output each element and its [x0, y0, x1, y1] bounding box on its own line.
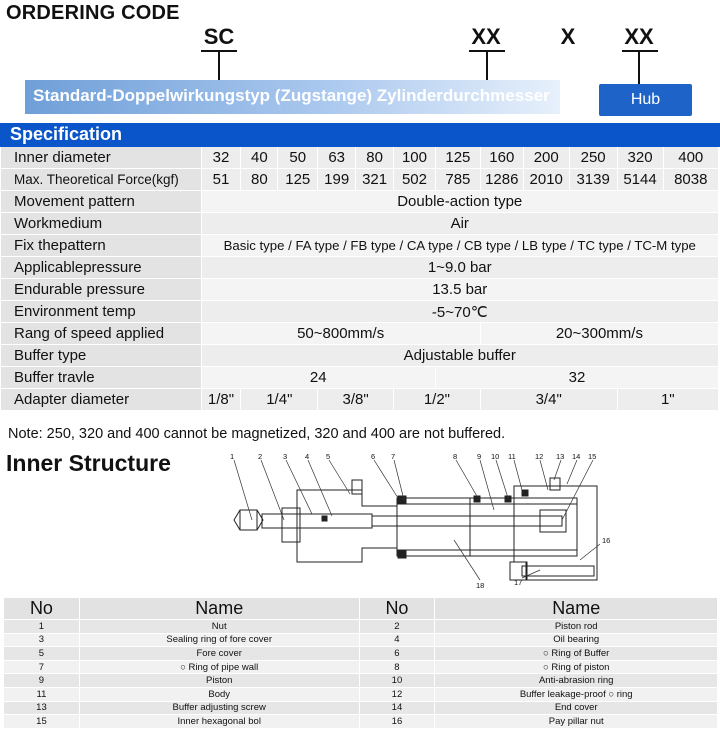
label-adapter-diameter: Adapter diameter — [1, 389, 202, 411]
adapter-cell: 1/2" — [394, 389, 481, 411]
row-fix-pattern — [1, 235, 719, 257]
table-row — [4, 647, 718, 661]
adapter-cell: 1/8" — [201, 389, 241, 411]
force-cell: 321 — [356, 169, 394, 191]
callout-label: 17 — [514, 578, 523, 587]
value-speed-2: 20~300mm/s — [480, 323, 718, 345]
row-buffer-travel — [1, 367, 719, 389]
parts-header-row — [4, 598, 718, 620]
adapter-cell: 1" — [617, 389, 718, 411]
label-fix-pattern: Fix thepattern — [1, 235, 202, 257]
part-name: End cover — [435, 701, 718, 715]
force-cell: 80 — [241, 169, 278, 191]
callout-label: 10 — [491, 452, 500, 461]
row-applicable-pressure — [1, 257, 719, 279]
diameter-cell: 32 — [201, 147, 241, 169]
part-no: 14 — [359, 701, 435, 715]
force-cell: 51 — [201, 169, 241, 191]
value-environment-temp: -5~70℃ — [201, 301, 718, 323]
part-name: Nut — [79, 620, 359, 634]
force-cell: 2010 — [523, 169, 569, 191]
table-row — [4, 687, 718, 701]
part-name: Body — [79, 687, 359, 701]
row-force — [1, 169, 719, 191]
value-applicable-pressure: 1~9.0 bar — [201, 257, 718, 279]
diameter-cell: 100 — [394, 147, 436, 169]
callout-label: 6 — [371, 452, 376, 461]
part-no: 13 — [4, 701, 80, 715]
part-name: ○ Ring of pipe wall — [79, 660, 359, 674]
parts-table — [3, 597, 718, 729]
bore-description: Standard-Doppelwirkungstyp (Zugstange) Zylinderdurchmesser — [33, 86, 550, 105]
adapter-cell: 3/4" — [480, 389, 617, 411]
part-no: 8 — [359, 660, 435, 674]
value-buffer-type: Adjustable buffer — [201, 345, 718, 367]
label-inner-diameter: Inner diameter — [1, 147, 202, 169]
specification-title: Specification — [10, 124, 123, 144]
part-no: 3 — [4, 633, 80, 647]
row-buffer-type — [1, 345, 719, 367]
value-speed-1: 50~800mm/s — [201, 323, 480, 345]
diameter-cell: 80 — [356, 147, 394, 169]
header-no: No — [359, 598, 435, 620]
callout-label: 14 — [572, 452, 581, 461]
force-cell: 1286 — [480, 169, 523, 191]
header-name: Name — [435, 598, 718, 620]
table-row — [4, 701, 718, 715]
diameter-cell: 320 — [617, 147, 663, 169]
diameter-cell: 250 — [569, 147, 617, 169]
label-workmedium: Workmedium — [1, 213, 202, 235]
part-name: Pay pillar nut — [435, 715, 718, 729]
part-name: Buffer leakage-proof ○ ring — [435, 687, 718, 701]
part-no: 6 — [359, 647, 435, 661]
label-endurable-pressure: Endurable pressure — [1, 279, 202, 301]
part-name: ○ Ring of Buffer — [435, 647, 718, 661]
callout-label: 2 — [258, 452, 263, 461]
callout-label: 12 — [535, 452, 544, 461]
label-movement: Movement pattern — [1, 191, 202, 213]
value-endurable-pressure: 13.5 bar — [201, 279, 718, 301]
value-workmedium: Air — [201, 213, 718, 235]
inner-structure-title: Inner Structure — [6, 450, 171, 476]
label-environment-temp: Environment temp — [1, 301, 202, 323]
bore-description-band — [25, 80, 560, 114]
label-buffer-travel: Buffer travle — [1, 367, 202, 389]
adapter-cell: 1/4" — [241, 389, 318, 411]
code-bore: XX — [471, 24, 501, 49]
part-no: 15 — [4, 715, 80, 729]
part-no: 4 — [359, 633, 435, 647]
force-cell: 5144 — [617, 169, 663, 191]
code-prefix: SC — [203, 24, 235, 49]
part-name: Oil bearing — [435, 633, 718, 647]
value-buffer-travel-2: 32 — [435, 367, 718, 389]
row-environment-temp — [1, 301, 719, 323]
part-no: 9 — [4, 674, 80, 688]
callout-label: 3 — [283, 452, 288, 461]
diameter-cell: 125 — [435, 147, 480, 169]
table-row — [4, 620, 718, 634]
header-name: Name — [79, 598, 359, 620]
label-force: Max. Theoretical Force(kgf) — [1, 169, 202, 191]
label-buffer-type: Buffer type — [1, 345, 202, 367]
diameter-cell: 50 — [278, 147, 318, 169]
specification-header — [0, 123, 720, 147]
table-row — [4, 660, 718, 674]
table-row — [4, 715, 718, 729]
diameter-cell: 40 — [241, 147, 278, 169]
force-cell: 502 — [394, 169, 436, 191]
code-stroke-underline — [622, 50, 658, 52]
part-name: Anti-abrasion ring — [435, 674, 718, 688]
specification-table — [0, 147, 718, 411]
part-no: 2 — [359, 620, 435, 634]
diameter-cell: 400 — [663, 147, 718, 169]
part-no: 12 — [359, 687, 435, 701]
part-name: Buffer adjusting screw — [79, 701, 359, 715]
part-name: Piston — [79, 674, 359, 688]
diameter-cell: 200 — [523, 147, 569, 169]
ordering-code-title: ORDERING CODE — [6, 2, 180, 24]
callout-label: 1 — [230, 452, 235, 461]
row-movement — [1, 191, 719, 213]
code-stroke-leader — [638, 51, 640, 85]
adapter-cell: 3/8" — [318, 389, 394, 411]
part-no: 10 — [359, 674, 435, 688]
table-row — [4, 674, 718, 688]
stroke-box: Hub — [599, 84, 692, 116]
force-cell: 125 — [278, 169, 318, 191]
value-movement: Double-action type — [201, 191, 718, 213]
force-cell: 199 — [318, 169, 356, 191]
part-name: Inner hexagonal bol — [79, 715, 359, 729]
diameter-cell: 63 — [318, 147, 356, 169]
part-name: Piston rod — [435, 620, 718, 634]
callout-label: 18 — [476, 581, 485, 590]
specification-note: Note: 250, 320 and 400 cannot be magnetized, 320 and 400 are not buffered. — [8, 426, 506, 442]
code-stroke: XX — [624, 24, 654, 49]
row-adapter-diameter — [1, 389, 719, 411]
callout-label: 9 — [477, 452, 482, 461]
callout-label: 16 — [602, 536, 611, 545]
value-fix-pattern: Basic type / FA type / FB type / CA type / CB type / LB type / TC type / TC-M type — [201, 235, 718, 257]
part-no: 7 — [4, 660, 80, 674]
row-endurable-pressure — [1, 279, 719, 301]
table-row — [4, 633, 718, 647]
callout-label: 11 — [508, 452, 516, 461]
force-cell: 8038 — [663, 169, 718, 191]
header-no: No — [4, 598, 80, 620]
value-buffer-travel-1: 24 — [201, 367, 435, 389]
force-cell: 3139 — [569, 169, 617, 191]
row-speed — [1, 323, 719, 345]
cylinder-cross-section-diagram — [222, 450, 622, 592]
callout-label: 4 — [305, 452, 310, 461]
row-inner-diameter — [1, 147, 719, 169]
part-name: Sealing ring of fore cover — [79, 633, 359, 647]
part-no: 5 — [4, 647, 80, 661]
row-workmedium — [1, 213, 719, 235]
callout-label: 13 — [556, 452, 565, 461]
code-separator: X — [560, 24, 576, 49]
part-no: 16 — [359, 715, 435, 729]
diameter-cell: 160 — [480, 147, 523, 169]
part-name: Fore cover — [79, 647, 359, 661]
part-no: 1 — [4, 620, 80, 634]
label-applicable-pressure: Applicablepressure — [1, 257, 202, 279]
callout-label: 15 — [588, 452, 597, 461]
part-name: ○ Ring of piston — [435, 660, 718, 674]
callout-label: 5 — [326, 452, 331, 461]
force-cell: 785 — [435, 169, 480, 191]
label-speed: Rang of speed applied — [1, 323, 202, 345]
callout-label: 8 — [453, 452, 458, 461]
part-no: 11 — [4, 687, 80, 701]
callout-label: 7 — [391, 452, 396, 461]
